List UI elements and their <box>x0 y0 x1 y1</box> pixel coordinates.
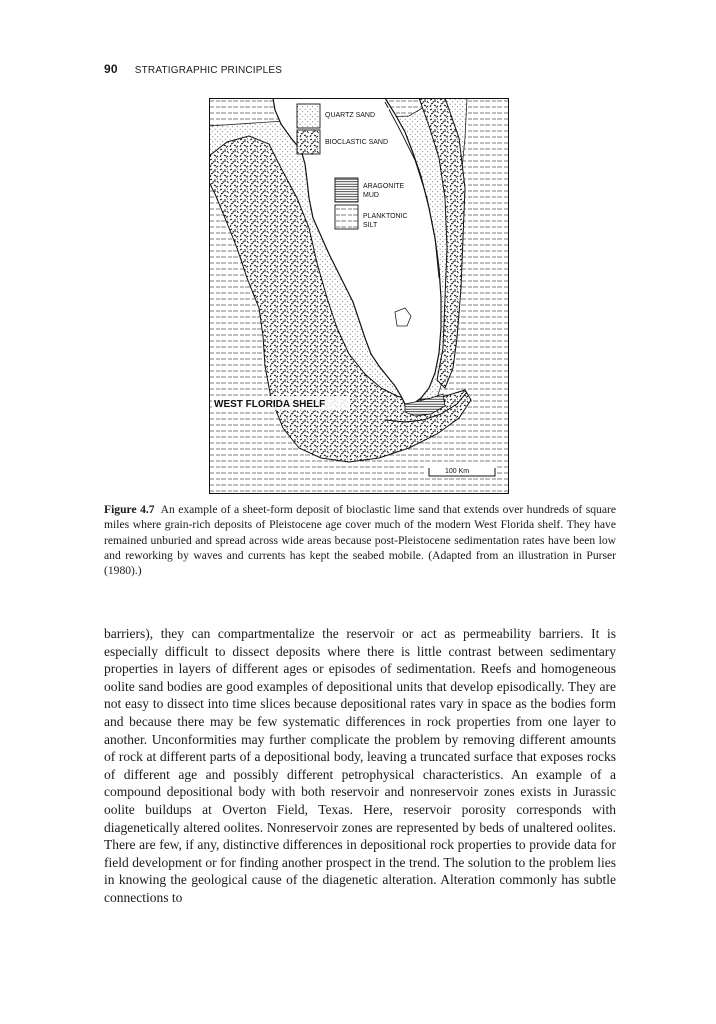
scale-bar <box>425 462 497 476</box>
figure-caption <box>104 502 616 578</box>
region-label: WEST FLORIDA SHELF <box>214 399 326 410</box>
figure-caption-text: An example of a sheet-form deposit of bioclastic lime sand that extends over hundreds of square miles where grain-rich deposits of Pleistocene age cover much of the modern West Florida shelf. They have remained unburied and spread across wide areas because post-Pleistocene sedimentation rates have been low and reworking by waves and currents has kept the seabed mobile. (Adapted from an illustration in Purser (1980).) <box>104 503 616 578</box>
svg-text:100 Km: 100 Km <box>445 468 470 475</box>
svg-text:QUARTZ SAND: QUARTZ SAND <box>325 112 376 119</box>
running-title: STRATIGRAPHIC PRINCIPLES <box>134 65 283 76</box>
map-svg <box>209 98 509 494</box>
svg-text:PLANKTONIC: PLANKTONIC <box>363 213 408 220</box>
running-head <box>104 62 624 78</box>
svg-text:BIOCLASTIC SAND: BIOCLASTIC SAND <box>325 139 389 146</box>
body-paragraph: barriers), they can compartmentalize the reservoir or act as permeability barriers. It is especially difficult to dissect deposits where there is little contrast between sedimentary properties in layers of different ages or episodes of sedimentation. Reefs and homogeneous oolite sand bodies are good examples of depositional units that develop episodically. They are not easy to dissect into time slices because depositional rates vary in space as the bodies form and because there may be few systematic differences in rock properties from one layer to another. Unconformities may further complicate the problem by removing different amounts of rock at different parts of a depositional body, leaving a truncated surface that exposes rocks of different age and possibly different petrophysical characteristics. An example of a compound depositional body with both reservoir and nonreservoir zones exists in Jurassic oolite buildups at Overton Field, Texas. Here, reservoir porosity corresponds with diagenetically altered oolites. Nonreservoir zones are represented by beds of unaltered oolites. There are few, if any, distinctive differences in depositional rock properties to provide data for field development or for finding another prospect in the trend. The solution to the problem lies in knowing the geological cause of the diagenetic alteration. Alteration commonly has subtle connections to <box>104 626 616 905</box>
figure-label: Figure 4.7 <box>104 503 155 516</box>
svg-text:ARAGONITE: ARAGONITE <box>363 183 405 190</box>
svg-text:SILT: SILT <box>363 222 378 229</box>
legend-aragonite-mud <box>335 178 405 202</box>
svg-text:MUD: MUD <box>363 192 379 199</box>
page-number: 90 <box>104 62 118 76</box>
west-florida-shelf-map <box>209 98 509 494</box>
